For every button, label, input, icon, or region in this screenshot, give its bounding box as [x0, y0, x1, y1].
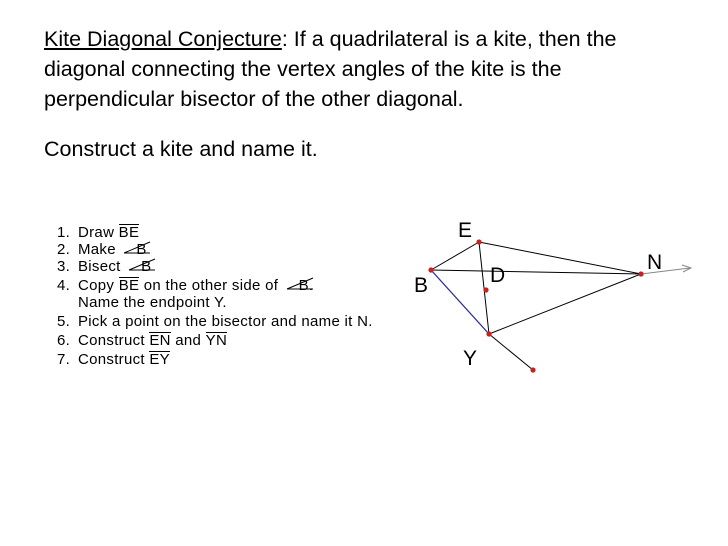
step-number: 6.	[57, 332, 71, 349]
point-E	[476, 239, 481, 244]
step-text: Draw	[78, 224, 119, 241]
label-D: D	[490, 264, 506, 287]
conjecture-title: Kite Diagonal Conjecture	[44, 27, 282, 51]
label-Y: Y	[463, 347, 478, 370]
step-text: on the other side of	[139, 277, 283, 294]
segment-name: BE	[118, 277, 140, 294]
instruction-text: Construct a kite and name it.	[44, 137, 318, 161]
label-E: E	[458, 219, 473, 242]
segment-name: EN	[149, 332, 171, 349]
step-number: 4.	[57, 277, 71, 294]
step-text: Copy	[78, 277, 119, 294]
angle-label: B	[141, 258, 152, 275]
label-N: N	[647, 251, 663, 274]
step-number: 7.	[57, 351, 71, 368]
segment-name: YN	[205, 332, 228, 349]
point-B	[428, 267, 433, 272]
step-text: Construct	[78, 332, 150, 349]
angle-label: B	[136, 241, 147, 258]
conjecture-text: : If a quadrilateral is a kite, then the diagonal connecting the vertex angles of the kite is the perpendicular bisector of the other diagonal.	[44, 27, 617, 111]
segment-name: BE	[118, 224, 140, 241]
point-D	[483, 287, 488, 292]
segment-name: EY	[149, 351, 170, 368]
step-continuation: Name the endpoint Y.	[78, 294, 227, 311]
segment-BE	[431, 242, 479, 270]
step-text: Construct	[78, 351, 150, 368]
step-text: Pick a point on the bisector and name it N.	[78, 313, 373, 330]
angle-label: B.	[298, 277, 314, 294]
point-extra	[530, 367, 535, 372]
step-text: Bisect	[78, 258, 126, 275]
step-number: 1.	[57, 224, 71, 241]
label-B: B	[414, 274, 429, 297]
step-text: Make	[78, 241, 121, 258]
segment-BY	[431, 270, 489, 334]
point-N	[638, 271, 643, 276]
step-number: 3.	[57, 258, 71, 275]
step-number: 5.	[57, 313, 71, 330]
perpendicular-ray	[489, 334, 533, 370]
segment-BN	[431, 270, 641, 274]
step-number: 2.	[57, 241, 71, 258]
segment-YN	[489, 274, 641, 334]
point-Y	[486, 331, 491, 336]
step-text: and	[170, 332, 206, 349]
